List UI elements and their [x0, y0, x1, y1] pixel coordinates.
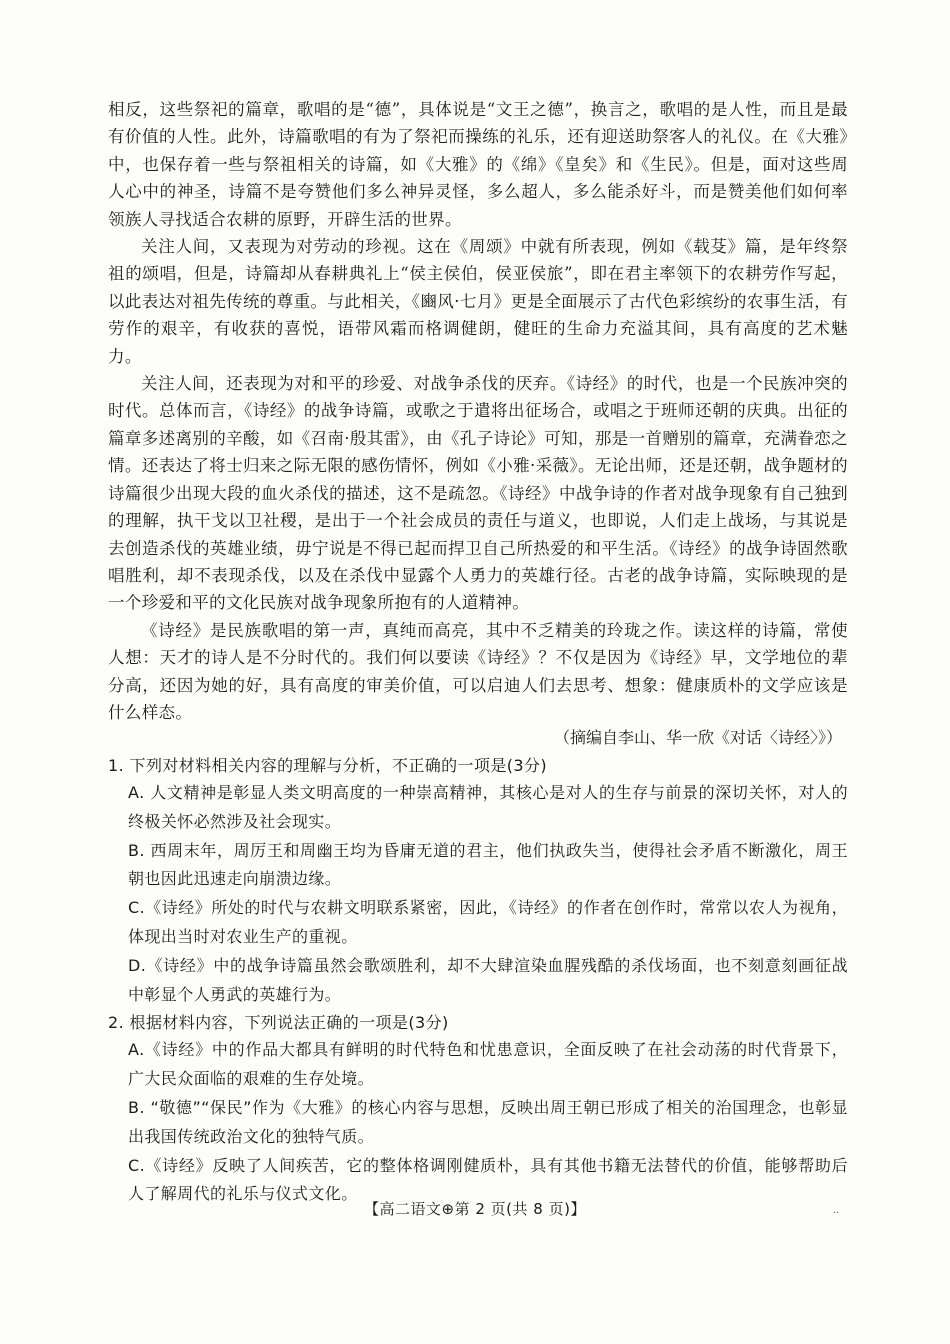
option-d: D.《诗经》中的战争诗篇虽然会歌颂胜利，却不大肆渲染血腥残酷的杀伐场面，也不刻意刻画征战中彰显个人勇武的英雄行为。 [128, 955, 848, 1004]
passage-paragraph: 相反，这些祭祀的篇章，歌唱的是“德”，具体说是“文王之德”，换言之，歌唱的是人性，而且是最有价值的人性。此外，诗篇歌唱的有为了祭祀而操练的礼乐，还有迎送助祭客人的礼仪。在《大雅》中，也保存着一些与祭祖相关的诗篇，如《大雅》的《绵》《皇矣》和《生民》。但是，面对这些周人心中的神圣，诗篇不是夸赞他们多么神异灵怪，多么超人，多么能杀好斗，而是赞美他们如何率领族人寻找适合农耕的原野，开辟生活的世界。 [108, 100, 848, 229]
question-stem: 2. 根据材料内容，下列说法正确的一项是(3分) [108, 1013, 449, 1033]
option-c: C.《诗经》反映了人间疾苦，它的整体格调刚健质朴，具有其他书籍无法替代的价值，能够帮助后人了解周代的礼乐与仪式文化。 [128, 1155, 848, 1204]
option-c: C.《诗经》所处的时代与农耕文明联系紧密，因此，《诗经》的作者在创作时，常常以农人为视角，体现出当时对农业生产的重视。 [128, 898, 848, 946]
corner-mark: ·· [833, 1208, 840, 1219]
question-stem: 1. 下列对材料相关内容的理解与分析，不正确的一项是(3分) [108, 756, 548, 775]
question-list [108, 752, 848, 1209]
reading-passage [108, 96, 848, 726]
page-footer: 【高二语文⊕第 2 页(共 8 页)】 [364, 1200, 586, 1218]
source-citation: （摘编自李山、华一欣《对话〈诗经〉》） [553, 728, 842, 747]
question-2 [108, 1009, 848, 1209]
passage-paragraph: 关注人间，还表现为对和平的珍爱、对战争杀伐的厌弃。《诗经》的时代，也是一个民族冲突的时代。总体而言，《诗经》的战争诗篇，或歌之于遣将出征场合，或唱之于班师还朝的庆典。出征的篇章多述离别的辛酸，如《召南·殷其雷》，由《孔子诗论》可知，那是一首赠别的篇章，充满眷恋之情。还表达了将士归来之际无限的感伤情怀，例如《小雅·采薇》。无论出师，还是还朝，战争题材的诗篇很少出现大段的血火杀伐的描述，这不是疏忽。《诗经》中战争诗的作者对战争现象有自己独到的理解，执干戈以卫社稷，是出于一个社会成员的责任与道义，也即说，人们走上战场，与其说是去创造杀伐的英雄业绩，毋宁说是不得已起而捍卫自己所热爱的和平生活。《诗经》的战争诗固然歌唱胜利，却不表现杀伐，以及在杀伐中显露个人勇力的英雄行径。古老的战争诗篇，实际映现的是一个珍爱和平的文化民族对战争现象所抱有的人道精神。 [108, 374, 848, 613]
question-1 [108, 752, 848, 1009]
option-b: B. “敬德”“保民”作为《大雅》的核心内容与思想，反映出周王朝已形成了相关的治国理念，也彰显出我国传统政治文化的独特气质。 [128, 1097, 848, 1146]
option-a: A. 人文精神是彰显人类文明高度的一种崇高精神，其核心是对人的生存与前景的深切关怀，对人的终极关怀必然涉及社会现实。 [128, 783, 848, 831]
passage-paragraph: 关注人间，又表现为对劳动的珍视。这在《周颂》中就有所表现，例如《载芟》篇，是年终祭祖的颂唱，但是，诗篇却从春耕典礼上“侯主侯伯，侯亚侯旅”，即在君主率领下的农耕劳作写起，以此表达对祖先传统的尊重。与此相关，《豳风·七月》更是全面展示了古代色彩缤纷的农事生活，有劳作的艰辛，有收获的喜悦，语带风霜而格调健朗，健旺的生命力充溢其间，具有高度的艺术魅力。 [108, 237, 848, 366]
option-a: A.《诗经》中的作品大都具有鲜明的时代特色和忧患意识，全面反映了在社会动荡的时代背景下，广大民众面临的艰难的生存处境。 [128, 1040, 848, 1089]
passage-paragraph: 《诗经》是民族歌唱的第一声，真纯而高亮，其中不乏精美的玲珑之作。读这样的诗篇，常使人想：天才的诗人是不分时代的。我们何以要读《诗经》？不仅是因为《诗经》早，文学地位的辈分高，还因为她的好，具有高度的审美价值，可以启迪人们去思考、想象：健康质朴的文学应该是什么样态。 [108, 620, 848, 722]
option-b: B. 西周末年，周厉王和周幽王均为昏庸无道的君主，他们执政失当，使得社会矛盾不断激化，周王朝也因此迅速走向崩溃边缘。 [128, 840, 848, 889]
